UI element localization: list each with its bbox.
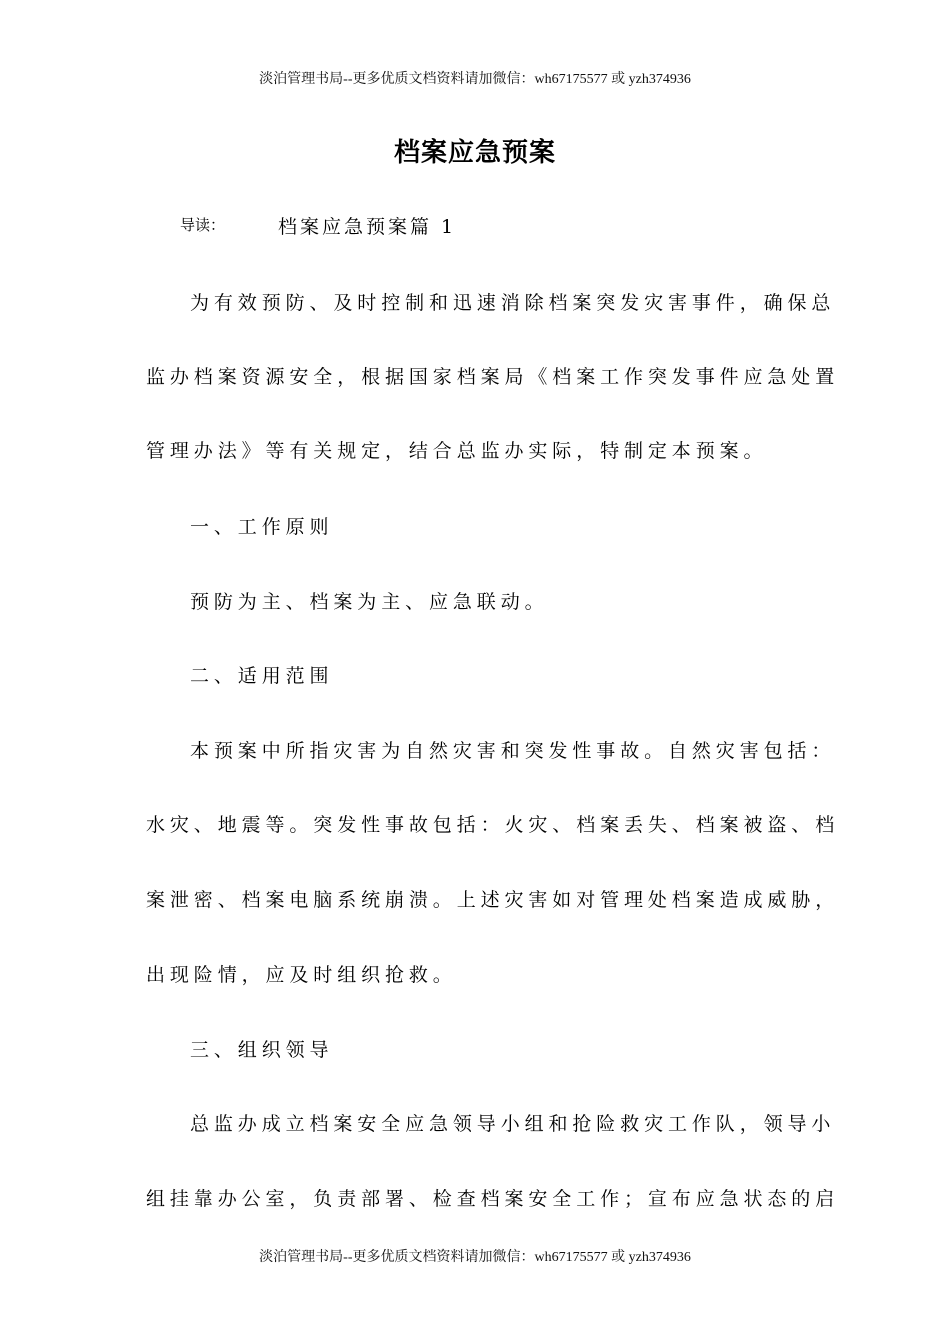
paragraph-line: 出现险情，应及时组织抢救。: [146, 964, 457, 986]
lead-section: [180, 214, 457, 238]
paragraph-line: 水灾、地震等。突发性事故包括：火灾、档案丢失、档案被盗、档: [146, 814, 840, 836]
paragraph-line: 预防为主、档案为主、应急联动。: [190, 591, 549, 613]
paragraph-line: 组挂靠办公室，负责部署、检查档案安全工作；宣布应急状态的启: [146, 1188, 840, 1210]
page-footer: 淡泊管理书局--更多优质文档资料请加微信：wh67175577 或 yzh374936: [259, 1250, 691, 1265]
section-heading: 二、适用范围: [190, 665, 334, 687]
paragraph-line: 案泄密、档案电脑系统崩溃。上述灾害如对管理处档案造成威胁，: [146, 889, 840, 911]
section-heading: 三、组织领导: [190, 1039, 334, 1061]
paragraph-line: 总监办成立档案安全应急领导小组和抢险救灾工作队，领导小: [190, 1113, 836, 1135]
paragraph-line: 为有效预防、及时控制和迅速消除档案突发灾害事件，确保总: [190, 292, 836, 314]
paragraph-line: 监办档案资源安全，根据国家档案局《档案工作突发事件应急处置: [146, 366, 840, 388]
document-title: 档案应急预案: [393, 138, 556, 168]
paragraph-line: 管理办法》等有关规定，结合总监办实际，特制定本预案。: [146, 440, 768, 462]
page-header: 淡泊管理书局--更多优质文档资料请加微信：wh67175577 或 yzh374936: [259, 72, 691, 87]
lead-value: 档案应急预案篇 1: [278, 216, 457, 238]
lead-label: 导读：: [180, 216, 226, 234]
section-heading: 一、工作原则: [190, 516, 334, 538]
paragraph-line: 本预案中所指灾害为自然灾害和突发性事故。自然灾害包括：: [190, 740, 836, 762]
